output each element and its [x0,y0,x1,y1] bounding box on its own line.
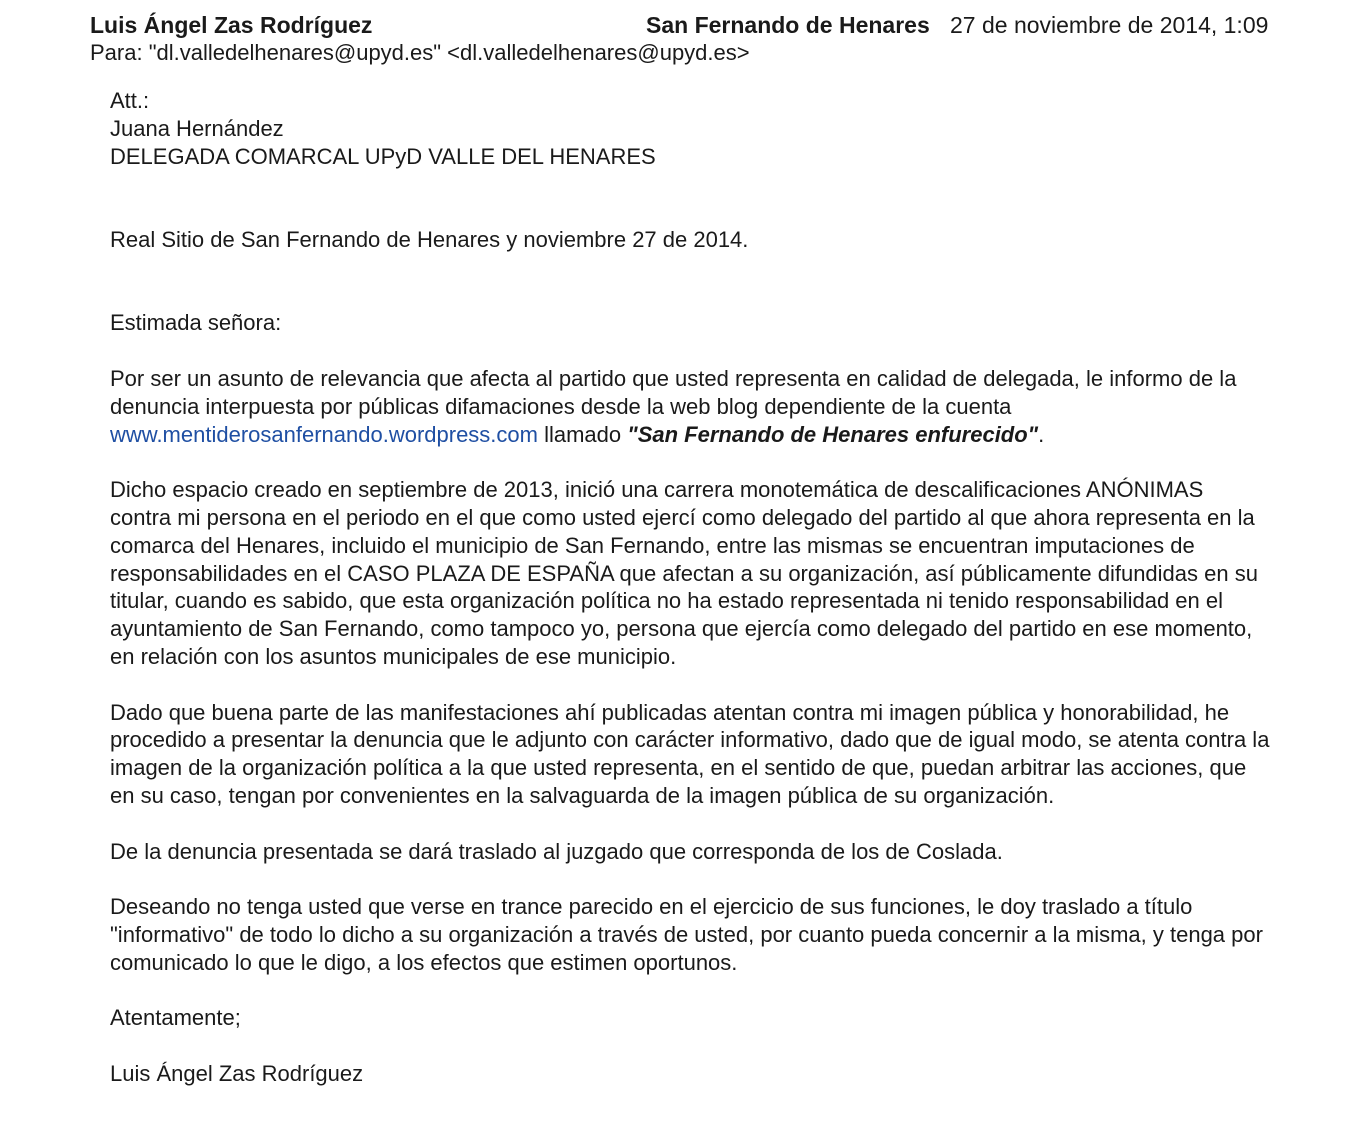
email-subject: San Fernando de Henares [646,12,930,38]
place-date: Real Sitio de San Fernando de Henares y noviembre 27 de 2014. [110,226,749,252]
recipient-address: "dl.valledelhenares@upyd.es" <dl.valledelhenares@upyd.es> [148,40,750,65]
paragraph-1-mid: llamado [537,421,628,447]
email-body [110,87,1270,1088]
recipient-line [90,39,750,67]
paragraph-2: Dicho espacio creado en septiembre de 2013, inició una carrera monotemática de descalificaciones ANÓNIMAS contra mi persona en el periodo en el que como usted ejercí como delegado del partido al que ahora representa en la comarca del Henares, incluido el municipio de San Fernando, entre las mismas se encuentran imputaciones de responsabilidades en el CASO PLAZA DE ESPAÑA que afectan a su organización, así públicamente difundidas en su titular, cuando es sabido, que esta organización política no ha estado representada ni tenido responsabilidad en el ayuntamiento de San Fernando, como tampoco yo, persona que ejercía como delegado del partido en ese momento, en relación con los asuntos municipales de ese municipio. [110,477,1258,669]
blog-name: "San Fernando de Henares enfurecido" [627,421,1039,447]
signature: Luis Ángel Zas Rodríguez [110,1060,364,1086]
recipient-label: Para: [90,40,143,65]
paragraph-1-text: Por ser un asunto de relevancia que afecta al partido que usted representa en calidad de delegada, le informo de la denuncia interpuesta por públicas difamaciones desde la web blog dependiente de la cuenta [110,365,1237,419]
paragraph-1-end: . [1038,421,1045,447]
att-line: Att.: [110,88,150,113]
salutation: Estimada señora: [110,310,282,336]
sender-name: Luis Ángel Zas Rodríguez [90,12,373,38]
att-role: DELEGADA COMARCAL UPyD VALLE DEL HENARES [110,143,656,169]
paragraph-5: Deseando no tenga usted que verse en trance parecido en el ejercicio de sus funciones, le doy traslado a título "informativo" de todo lo dicho a su organización a través de usted, por cuanto pueda concernir a la misma, y tenga por comunicado lo que le digo, a los efectos que estimen oportunos. [110,894,1263,975]
blog-link[interactable]: www.mentiderosanfernando.wordpress.com [110,421,538,447]
closing: Atentamente; [110,1005,241,1031]
paragraph-4: De la denuncia presentada se dará traslado al juzgado que corresponda de los de Coslada. [110,838,1003,864]
email-header [90,10,1280,40]
email-date: 27 de noviembre de 2014, 1:09 [950,12,1269,38]
paragraph-1 [110,365,1270,448]
att-name: Juana Hernández [110,115,284,141]
paragraph-3: Dado que buena parte de las manifestaciones ahí publicadas atentan contra mi imagen pública y honorabilidad, he procedido a presentar la denuncia que le adjunto con carácter informativo, dado que de igual modo, se atenta contra la imagen de la organización política a la que usted representa, en el sentido de que, puedan arbitrar las acciones, que en su caso, tengan por convenientes en la salvaguarda de la imagen pública de su organización. [110,699,1270,808]
